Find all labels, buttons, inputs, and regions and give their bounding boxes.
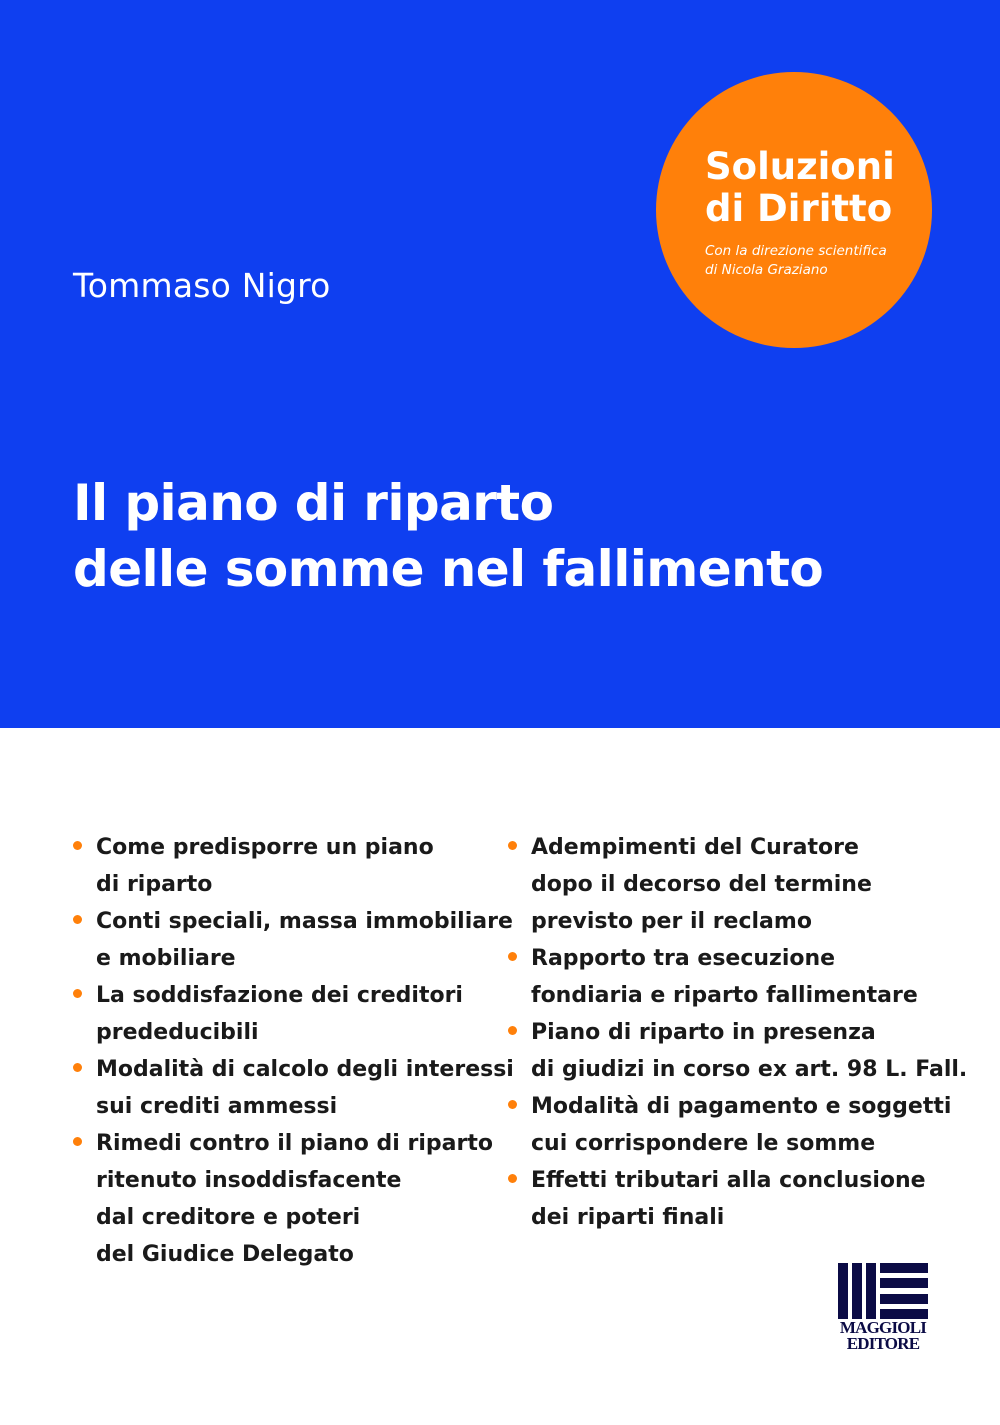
- topic-line: Come predisporre un piano: [96, 835, 434, 860]
- bullet-icon: [508, 1026, 517, 1035]
- author-name: Tommaso Nigro: [73, 266, 331, 305]
- topic-item: [508, 829, 938, 940]
- series-name: [705, 146, 895, 230]
- topic-line: e mobiliare: [96, 946, 236, 971]
- publisher-logo: [834, 1263, 932, 1353]
- topic-line: La soddisfazione dei creditori: [96, 983, 463, 1008]
- topic-line: di giudizi in corso ex art. 98 L. Fall.: [531, 1057, 968, 1082]
- series-name-line: di Diritto: [705, 187, 893, 230]
- publisher-name-line: MAGGIOLI: [839, 1318, 927, 1337]
- topic-line: Piano di riparto in presenza: [531, 1020, 876, 1045]
- topic-item: [508, 1162, 938, 1236]
- series-direction-line: Con la direzione scientifica: [705, 243, 887, 259]
- topic-item: [73, 1051, 514, 1125]
- bullet-icon: [73, 1137, 82, 1146]
- maggioli-logo-icon: [838, 1263, 928, 1319]
- bullet-icon: [508, 1174, 517, 1183]
- topic-line: prededucibili: [96, 1020, 259, 1045]
- topic-line: dopo il decorso del termine: [531, 872, 872, 897]
- topic-line: sui crediti ammessi: [96, 1094, 338, 1119]
- topic-line: del Giudice Delegato: [96, 1242, 354, 1267]
- topic-line: fondiaria e riparto fallimentare: [531, 983, 918, 1008]
- book-title: [73, 470, 823, 602]
- bullet-icon: [73, 989, 82, 998]
- bullet-icon: [73, 841, 82, 850]
- topics-list-right: [508, 829, 968, 1236]
- series-direction-line: di Nicola Graziano: [705, 262, 828, 278]
- publisher-name-line: EDITORE: [846, 1334, 920, 1353]
- topic-item: [73, 977, 483, 1051]
- bullet-icon: [508, 1100, 517, 1109]
- topic-item: [73, 903, 513, 977]
- topic-line: Modalità di calcolo degli interessi: [96, 1057, 514, 1082]
- topic-line: Modalità di pagamento e soggetti: [531, 1094, 952, 1119]
- bullet-icon: [508, 952, 517, 961]
- topic-line: dei riparti finali: [531, 1205, 725, 1230]
- series-badge: [656, 72, 932, 348]
- topic-item: [73, 1125, 493, 1273]
- topic-line: Effetti tributari alla conclusione: [531, 1168, 926, 1193]
- topic-line: previsto per il reclamo: [531, 909, 812, 934]
- topic-line: ritenuto insoddisfacente: [96, 1168, 402, 1193]
- topic-item: [508, 1088, 952, 1162]
- topic-line: Rapporto tra esecuzione: [531, 946, 836, 971]
- book-title-line: delle somme nel fallimento: [73, 540, 824, 598]
- series-name-line: Soluzioni: [705, 145, 895, 188]
- topic-item: [73, 829, 483, 903]
- topic-item: [508, 1014, 968, 1088]
- topic-line: Conti speciali, massa immobiliare: [96, 909, 513, 934]
- topic-line: Rimedi contro il piano di riparto: [96, 1131, 493, 1156]
- book-title-line: Il piano di riparto: [73, 474, 554, 532]
- series-direction: [705, 242, 887, 280]
- topics-list-left: [73, 829, 514, 1273]
- topic-line: cui corrispondere le somme: [531, 1131, 876, 1156]
- topic-line: Adempimenti del Curatore: [531, 835, 859, 860]
- topic-line: dal creditore e poteri: [96, 1205, 361, 1230]
- topic-line: di riparto: [96, 872, 213, 897]
- topic-item: [508, 940, 938, 1014]
- bullet-icon: [508, 841, 517, 850]
- bullet-icon: [73, 1063, 82, 1072]
- bullet-icon: [73, 915, 82, 924]
